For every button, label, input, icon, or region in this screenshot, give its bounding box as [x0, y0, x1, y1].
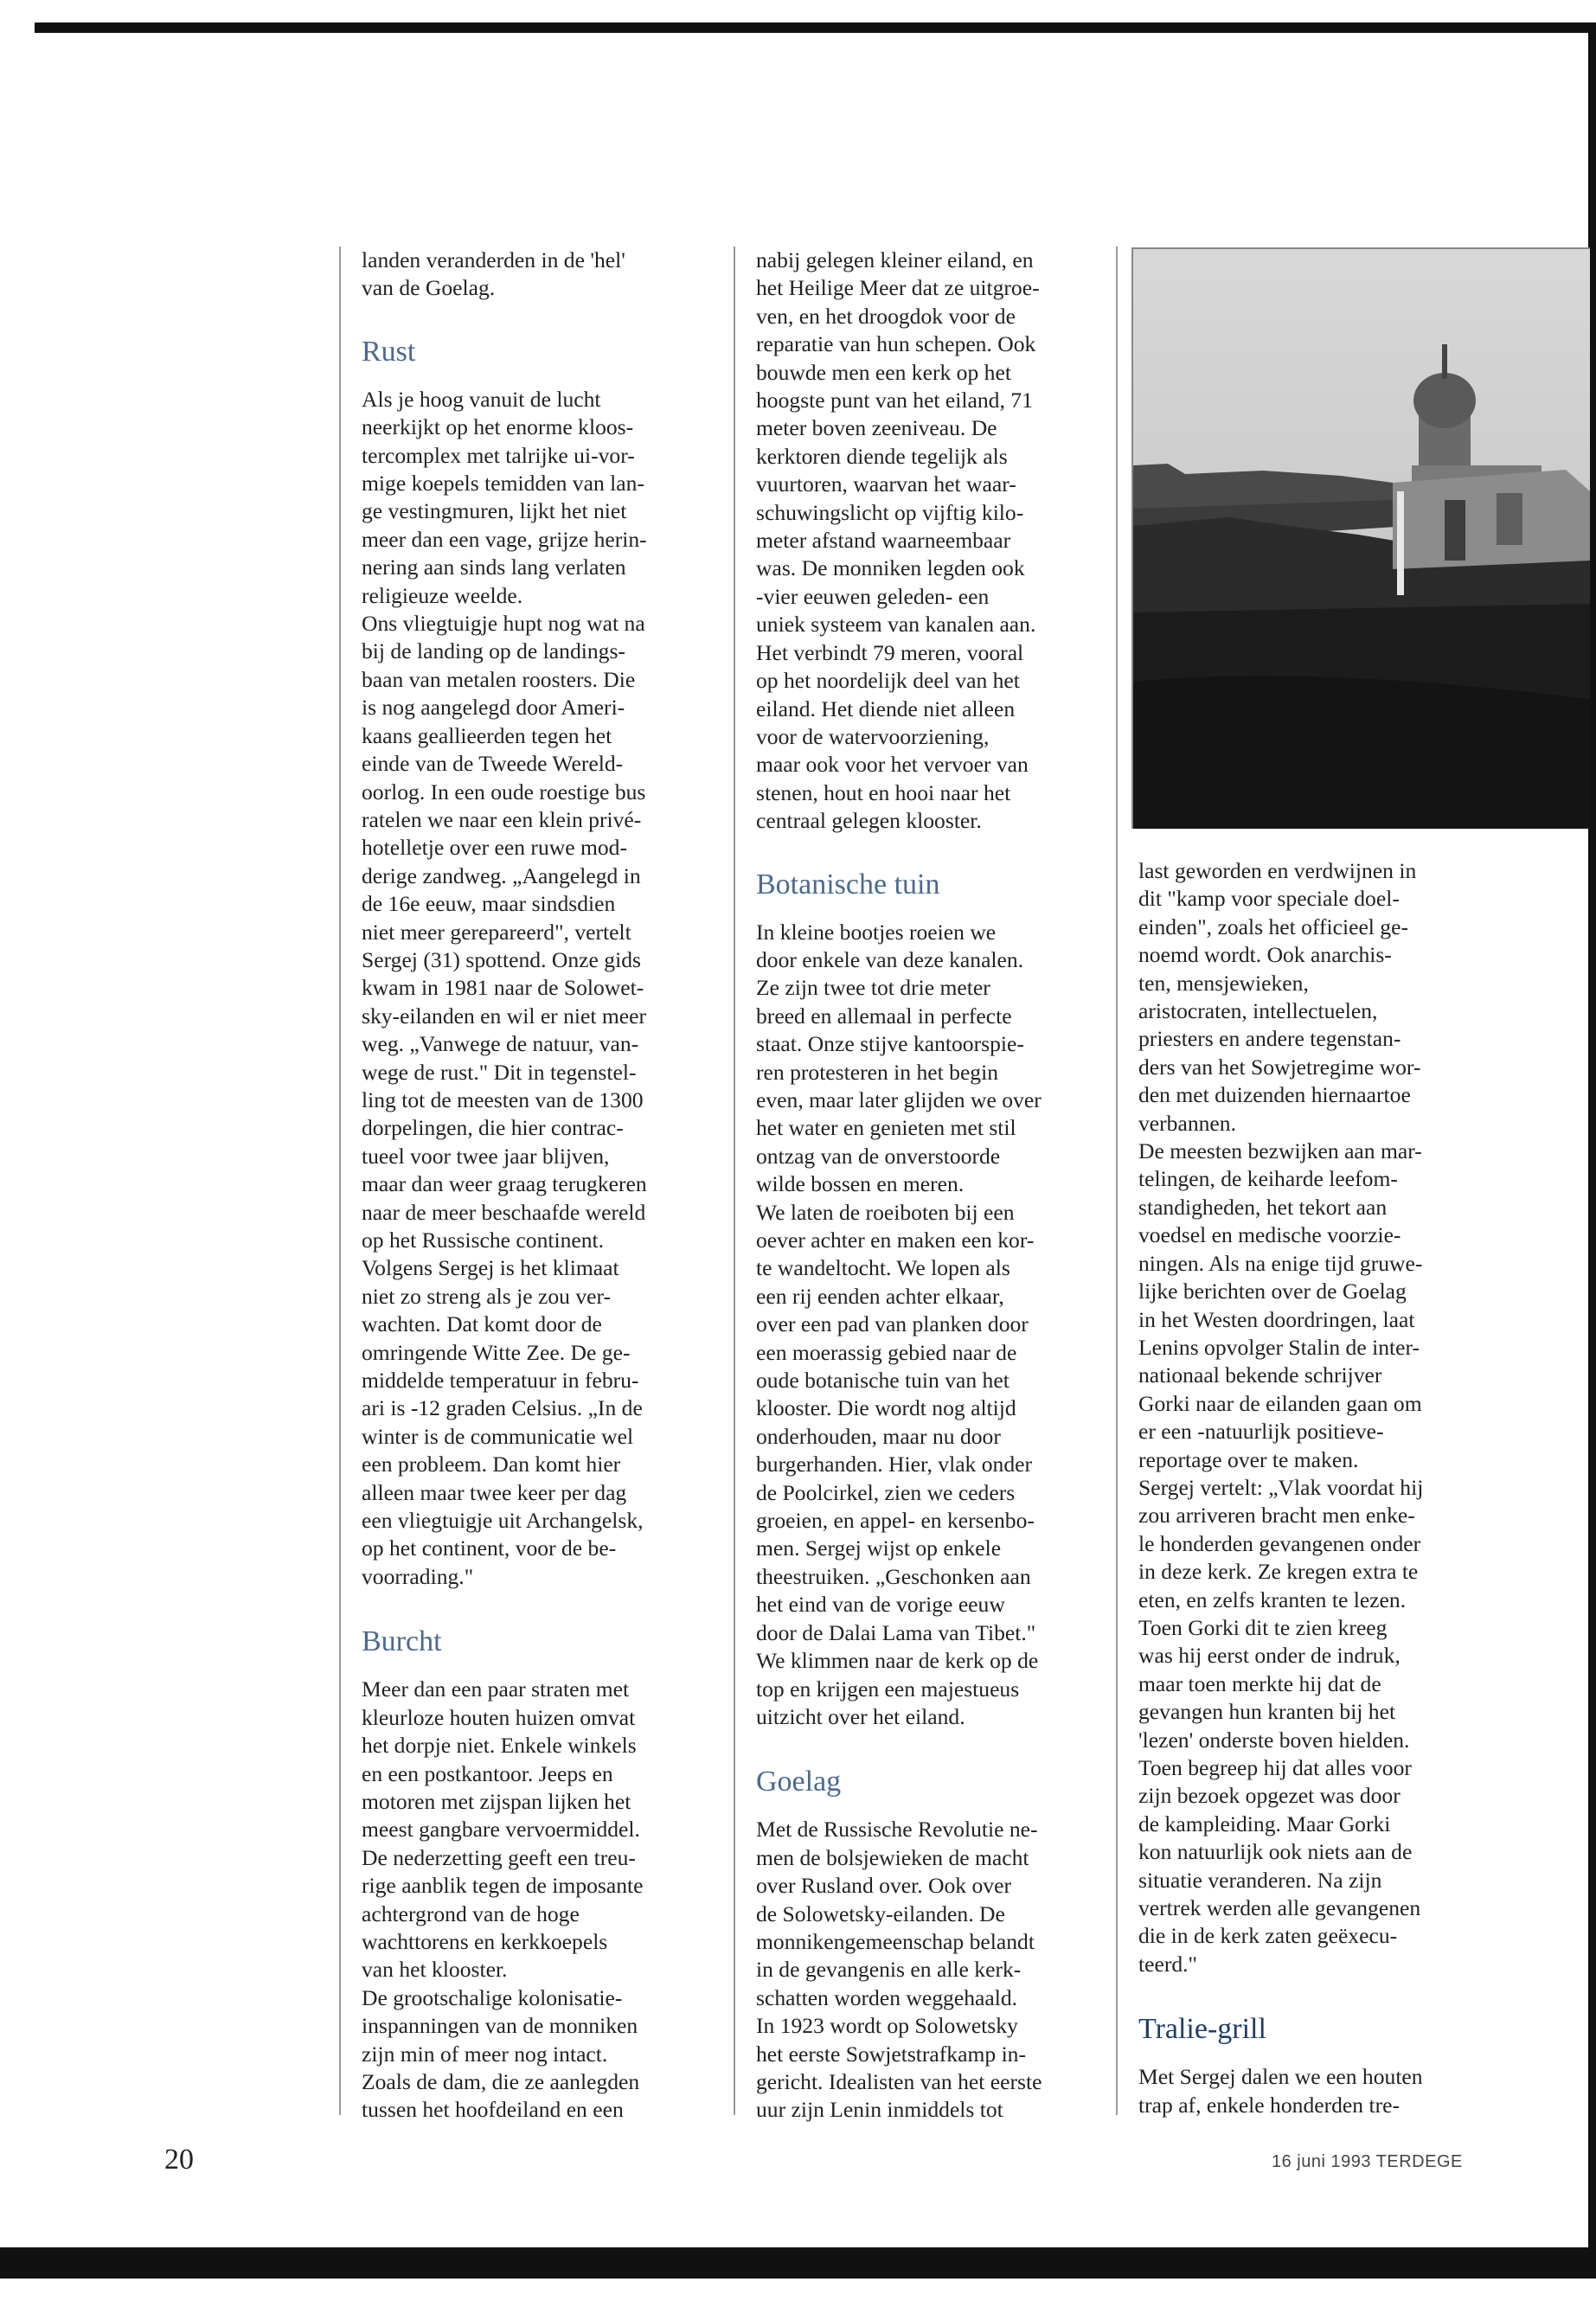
- text-line: ari is -12 graden Celsius. „In de: [362, 1395, 643, 1421]
- text-line: Lenins opvolger Stalin de inter-: [1138, 1334, 1420, 1360]
- text-line: voor de watervoorziening,: [756, 723, 990, 749]
- text-line: Volgens Sergej is het klimaat: [362, 1255, 619, 1281]
- text-line: en een postkantoor. Jeeps en: [362, 1760, 613, 1786]
- text-line: breed en allemaal in perfecte: [756, 1003, 1012, 1029]
- text-line: Ons vliegtuigje hupt nog wat na: [362, 611, 645, 637]
- text-line: verbannen.: [1138, 1110, 1236, 1136]
- text-line: In 1923 wordt op Solowetsky: [756, 2013, 1018, 2039]
- text-line: middelde temperatuur in febru-: [362, 1368, 639, 1394]
- text-line: Toen Gorki dit te zien kreeg: [1138, 1614, 1388, 1640]
- text-line: weg. „Vanwege de natuur, van-: [362, 1031, 639, 1057]
- text-line: van het klooster.: [362, 1957, 508, 1983]
- text-line: sky-eilanden en wil er niet meer: [362, 1003, 647, 1029]
- text-line: De meesten bezwijken aan mar-: [1138, 1138, 1422, 1164]
- text-line: Sergej vertelt: „Vlak voordat hij: [1138, 1474, 1424, 1500]
- text-line: niet zo streng als je zou ver-: [362, 1283, 612, 1309]
- text-line: meest gangbare vervoermiddel.: [362, 1817, 640, 1843]
- text-line: dorpelingen, die hier contrac-: [362, 1115, 624, 1141]
- text-line: telingen, de keiharde leefom-: [1138, 1166, 1398, 1192]
- col2-intro-paragraph: [756, 247, 1125, 836]
- text-line: achtergrond van de hoge: [362, 1900, 580, 1926]
- text-line: over Rusland over. Ook over: [756, 1873, 1011, 1899]
- text-line: eten, en zelfs kranten te lezen.: [1138, 1586, 1407, 1612]
- text-line: omringende Witte Zee. De ge-: [362, 1339, 631, 1365]
- text-line: oever achter en maken een kor-: [756, 1227, 1035, 1253]
- text-line: de 16e eeuw, maar sindsdien: [362, 891, 616, 917]
- heading-burcht: Burcht: [362, 1625, 442, 1658]
- text-line: kleurloze houten huizen omvat: [362, 1704, 636, 1730]
- text-line: bij de landing op de landings-: [362, 638, 625, 664]
- text-line: ven, en het droogdok voor de: [756, 303, 1016, 329]
- text-line: In kleine bootjes roeien we: [756, 919, 997, 945]
- text-line: Het verbindt 79 meren, vooral: [756, 639, 1024, 665]
- col3-textblock: [1138, 857, 1502, 2119]
- text-line: gevangen hun kranten bij het: [1138, 1699, 1396, 1725]
- text-line: Toen begreep hij dat alles voor: [1138, 1755, 1412, 1780]
- page-number: 20: [164, 2144, 194, 2176]
- text-line: staat. Onze stijve kantoorspie-: [756, 1031, 1024, 1057]
- text-line: teerd.": [1138, 1951, 1197, 1977]
- text-line: einden", zoals het officieel ge-: [1138, 913, 1408, 939]
- text-line: in deze kerk. Ze kregen extra te: [1138, 1559, 1419, 1585]
- text-line: schatten worden weggehaald.: [756, 1984, 1018, 2010]
- text-line: alleen maar twee keer per dag: [362, 1479, 627, 1505]
- text-line: standigheden, het tekort aan: [1138, 1194, 1388, 1220]
- tralie-grill-paragraph: [1138, 2063, 1502, 2119]
- text-line: meter boven zeeniveau. De: [756, 415, 997, 441]
- text-line: eiland. Het diende niet alleen: [756, 695, 1016, 721]
- text-line: in de gevangenis en alle kerk-: [756, 1957, 1022, 1983]
- text-line: het eerste Sowjetstrafkamp in-: [756, 2041, 1026, 2067]
- heading-rust: Rust: [362, 335, 416, 368]
- text-line: Sergej (31) spottend. Onze gids: [362, 946, 641, 972]
- text-line: een vliegtuigje uit Archangelsk,: [362, 1508, 644, 1534]
- text-line: over een pad van planken door: [756, 1311, 1029, 1337]
- text-line: wachttorens en kerkkoepels: [362, 1928, 608, 1954]
- text-line: baan van metalen roosters. Die: [362, 666, 636, 692]
- text-line: is nog aangelegd door Ameri-: [362, 695, 625, 721]
- burcht-paragraph: [362, 1676, 734, 2125]
- text-line: einde van de Tweede Wereld-: [362, 751, 624, 777]
- text-line: het eind van de vorige eeuw: [756, 1592, 1005, 1618]
- text-line: Meer dan een paar straten met: [362, 1676, 630, 1702]
- text-line: tercomplex met talrijke ui-vor-: [362, 442, 635, 468]
- text-line: een probleem. Dan komt hier: [362, 1452, 621, 1477]
- text-line: tueel voor twee jaar blijven,: [362, 1143, 610, 1169]
- text-line: een moerassig gebied naar de: [756, 1339, 1017, 1365]
- text-line: ontzag van de onverstoorde: [756, 1143, 1001, 1169]
- text-line: de Solowetsky-eilanden. De: [756, 1900, 1005, 1926]
- text-line: Als je hoog vanuit de lucht: [362, 386, 601, 412]
- text-line: derige zandweg. „Aangelegd in: [362, 862, 641, 888]
- text-line: mige koepels temidden van lan-: [362, 471, 644, 497]
- text-line: maar ook voor het vervoer van: [756, 752, 1029, 778]
- text-line: het Heilige Meer dat ze uitgroe-: [756, 275, 1040, 301]
- text-line: De nederzetting geeft een treu-: [362, 1844, 636, 1870]
- text-line: centraal gelegen klooster.: [756, 808, 982, 834]
- text-line: voedsel en medische voorzie-: [1138, 1222, 1401, 1248]
- text-line: groeien, en appel- en kersenbo-: [756, 1508, 1035, 1534]
- text-line: Zoals de dam, die ze aanlegden: [362, 2068, 640, 2094]
- text-line: wege de rust." Dit in tegenstel-: [362, 1059, 637, 1085]
- text-line: noemd wordt. Ook anarchis-: [1138, 942, 1392, 968]
- col3-paragraph: [1138, 857, 1502, 1978]
- text-line: men. Sergej wijst op enkele: [756, 1535, 1002, 1561]
- text-line: dit "kamp voor speciale doel-: [1138, 886, 1400, 912]
- page-frame-bottom: [0, 2247, 1596, 2279]
- text-line: winter is de communicatie wel: [362, 1423, 634, 1449]
- text-line: We klimmen naar de kerk op de: [756, 1648, 1039, 1674]
- text-line: nering aan sinds lang verlaten: [362, 554, 626, 580]
- article-column-1: [339, 247, 734, 2123]
- text-line: men de bolsjewieken de macht: [756, 1844, 1029, 1870]
- text-line: uniek systeem van kanalen aan.: [756, 612, 1036, 638]
- text-line: in het Westen doordringen, laat: [1138, 1306, 1415, 1332]
- text-line: door de Dalai Lama van Tibet.": [756, 1619, 1036, 1645]
- text-line: rige aanblik tegen de imposante: [362, 1873, 644, 1899]
- text-line: er een -natuurlijk positieve-: [1138, 1419, 1384, 1445]
- goelag-paragraph: [756, 1816, 1125, 2124]
- text-line: lijke berichten over de Goelag: [1138, 1279, 1407, 1304]
- text-line: de Poolcirkel, zien we ceders: [756, 1479, 1016, 1505]
- text-line: klooster. Die wordt nog altijd: [756, 1395, 1016, 1421]
- text-line: het water en genieten met stil: [756, 1115, 1016, 1141]
- text-line: le honderden gevangenen onder: [1138, 1530, 1421, 1556]
- text-line: voorrading.": [362, 1563, 474, 1589]
- text-line: den met duizenden hiernaartoe: [1138, 1082, 1411, 1108]
- text-line: het dorpje niet. Enkele winkels: [362, 1733, 637, 1759]
- text-line: zou arriveren bracht men enke-: [1138, 1503, 1415, 1529]
- text-line: ten, mensjewieken,: [1138, 970, 1309, 996]
- text-line: burgerhanden. Hier, vlak onder: [756, 1452, 1033, 1477]
- text-line: maar dan weer graag terugkeren: [362, 1171, 647, 1197]
- text-line: ningen. Als na enige tijd gruwe-: [1138, 1250, 1423, 1276]
- text-line: ders van het Sowjetregime wor-: [1138, 1054, 1421, 1080]
- botanische-tuin-paragraph: [756, 919, 1125, 1732]
- text-line: tussen het hoofdeiland en een: [362, 2097, 624, 2123]
- rust-paragraph: [362, 386, 734, 1591]
- text-line: van de Goelag.: [362, 275, 496, 301]
- heading-botanische-tuin: Botanische tuin: [756, 868, 940, 901]
- text-line: hoogste punt van het eiland, 71: [756, 388, 1033, 413]
- text-line: ling tot de meesten van de 1300: [362, 1086, 644, 1112]
- text-line: maar toen merkte hij dat de: [1138, 1670, 1381, 1696]
- text-line: religieuze weelde.: [362, 582, 523, 608]
- text-line: zijn min of meer nog intact.: [362, 2041, 608, 2067]
- text-line: op het noordelijk deel van het: [756, 668, 1020, 694]
- text-line: theestruiken. „Geschonken aan: [756, 1563, 1031, 1589]
- text-line: nabij gelegen kleiner eiland, en: [756, 247, 1034, 272]
- text-line: bouwde men een kerk op het: [756, 359, 1011, 385]
- intro-text: [362, 247, 734, 303]
- text-line: op het continent, voor de be-: [362, 1535, 617, 1561]
- text-line: even, maar later glijden we over: [756, 1086, 1042, 1112]
- text-line: wilde bossen en meren.: [756, 1171, 965, 1197]
- text-line: monnikengemeenschap belandt: [756, 1928, 1035, 1954]
- text-line: uur zijn Lenin inmiddels tot: [756, 2097, 1003, 2123]
- text-line: landen veranderden in de 'hel': [362, 247, 625, 272]
- text-line: was hij eerst onder de indruk,: [1138, 1643, 1401, 1669]
- footer-date-publication: 16 juni 1993 TERDEGE: [1272, 2152, 1463, 2171]
- text-line: die in de kerk zaten geëxecu-: [1138, 1923, 1398, 1949]
- heading-goelag: Goelag: [756, 1766, 842, 1798]
- text-line: We laten de roeiboten bij een: [756, 1199, 1015, 1225]
- text-line: aristocraten, intellectuelen,: [1138, 998, 1378, 1024]
- text-line: de kampleiding. Maar Gorki: [1138, 1811, 1391, 1836]
- article-column-2: [734, 247, 1125, 2123]
- text-line: zijn bezoek opgezet was door: [1138, 1783, 1401, 1809]
- text-line: schuwingslicht op vijftig kilo-: [756, 499, 1024, 525]
- text-line: op het Russische continent.: [362, 1227, 605, 1253]
- text-line: wachten. Dat komt door de: [362, 1311, 602, 1337]
- text-line: motoren met zijspan lijken het: [362, 1788, 631, 1814]
- text-line: ren protesteren in het begin: [756, 1059, 999, 1085]
- text-line: hotelletje over een ruwe mod-: [362, 835, 628, 861]
- article-column-3: [1116, 247, 1490, 2118]
- text-line: 'lezen' onderste boven hielden.: [1138, 1727, 1410, 1753]
- text-line: trap af, enkele honderden tre-: [1138, 2092, 1400, 2118]
- text-line: kwam in 1981 naar de Solowet-: [362, 975, 644, 1001]
- text-line: vertrek werden alle gevangenen: [1138, 1895, 1421, 1921]
- text-line: was. De monniken legden ook: [756, 555, 1025, 581]
- text-line: een rij eenden achter elkaar,: [756, 1283, 1004, 1309]
- text-line: Gorki naar de eilanden gaan om: [1138, 1390, 1422, 1416]
- text-line: -vier eeuwen geleden- een: [756, 583, 990, 609]
- text-line: ratelen we naar een klein privé-: [362, 806, 642, 832]
- text-line: uitzicht over het eiland.: [756, 1703, 965, 1729]
- text-line: door enkele van deze kanalen.: [756, 946, 1024, 972]
- text-line: naar de meer beschaafde wereld: [362, 1199, 646, 1225]
- text-line: kerktoren diende tegelijk als: [756, 443, 1008, 469]
- text-line: oorlog. In een oude roestige bus: [362, 779, 646, 804]
- page-frame-top: [35, 22, 1596, 33]
- text-line: situatie veranderen. Na zijn: [1138, 1867, 1382, 1893]
- text-line: Met Sergej dalen we een houten: [1138, 2064, 1423, 2090]
- text-line: gericht. Idealisten van het eerste: [756, 2068, 1042, 2094]
- text-line: nationaal bekende schrijver: [1138, 1362, 1382, 1388]
- text-line: vuurtoren, waarvan het waar-: [756, 471, 1016, 497]
- text-line: niet meer gerepareerd", vertelt: [362, 919, 631, 945]
- text-line: neerkijkt op het enorme kloos-: [362, 414, 634, 440]
- text-line: reportage over te maken.: [1138, 1446, 1359, 1472]
- text-line: top en krijgen een majestueus: [756, 1676, 1020, 1702]
- text-line: priesters en andere tegenstan-: [1138, 1026, 1401, 1052]
- text-line: De grootschalige kolonisatie-: [362, 1984, 623, 2010]
- text-line: kaans geallieerden tegen het: [362, 722, 612, 748]
- text-line: meer dan een vage, grijze herin-: [362, 526, 647, 552]
- text-line: Met de Russische Revolutie ne-: [756, 1817, 1038, 1843]
- text-line: last geworden en verdwijnen in: [1138, 858, 1417, 883]
- text-line: inspanningen van de monniken: [362, 2013, 638, 2039]
- text-line: ge vestingmuren, lijkt het niet: [362, 498, 627, 524]
- text-line: te wandeltocht. We lopen als: [756, 1255, 1010, 1281]
- text-line: onderhouden, maar nu door: [756, 1423, 1001, 1449]
- heading-tralie-grill: Tralie-grill: [1138, 2013, 1266, 2046]
- text-line: stenen, hout en hooi naar het: [756, 779, 1011, 805]
- text-line: reparatie van hun schepen. Ook: [756, 331, 1036, 357]
- text-line: meter afstand waarneembaar: [756, 528, 1011, 554]
- text-line: kon natuurlijk ook niets aan de: [1138, 1839, 1413, 1865]
- text-line: oude botanische tuin van het: [756, 1368, 1010, 1394]
- text-line: Ze zijn twee tot drie meter: [756, 975, 990, 1001]
